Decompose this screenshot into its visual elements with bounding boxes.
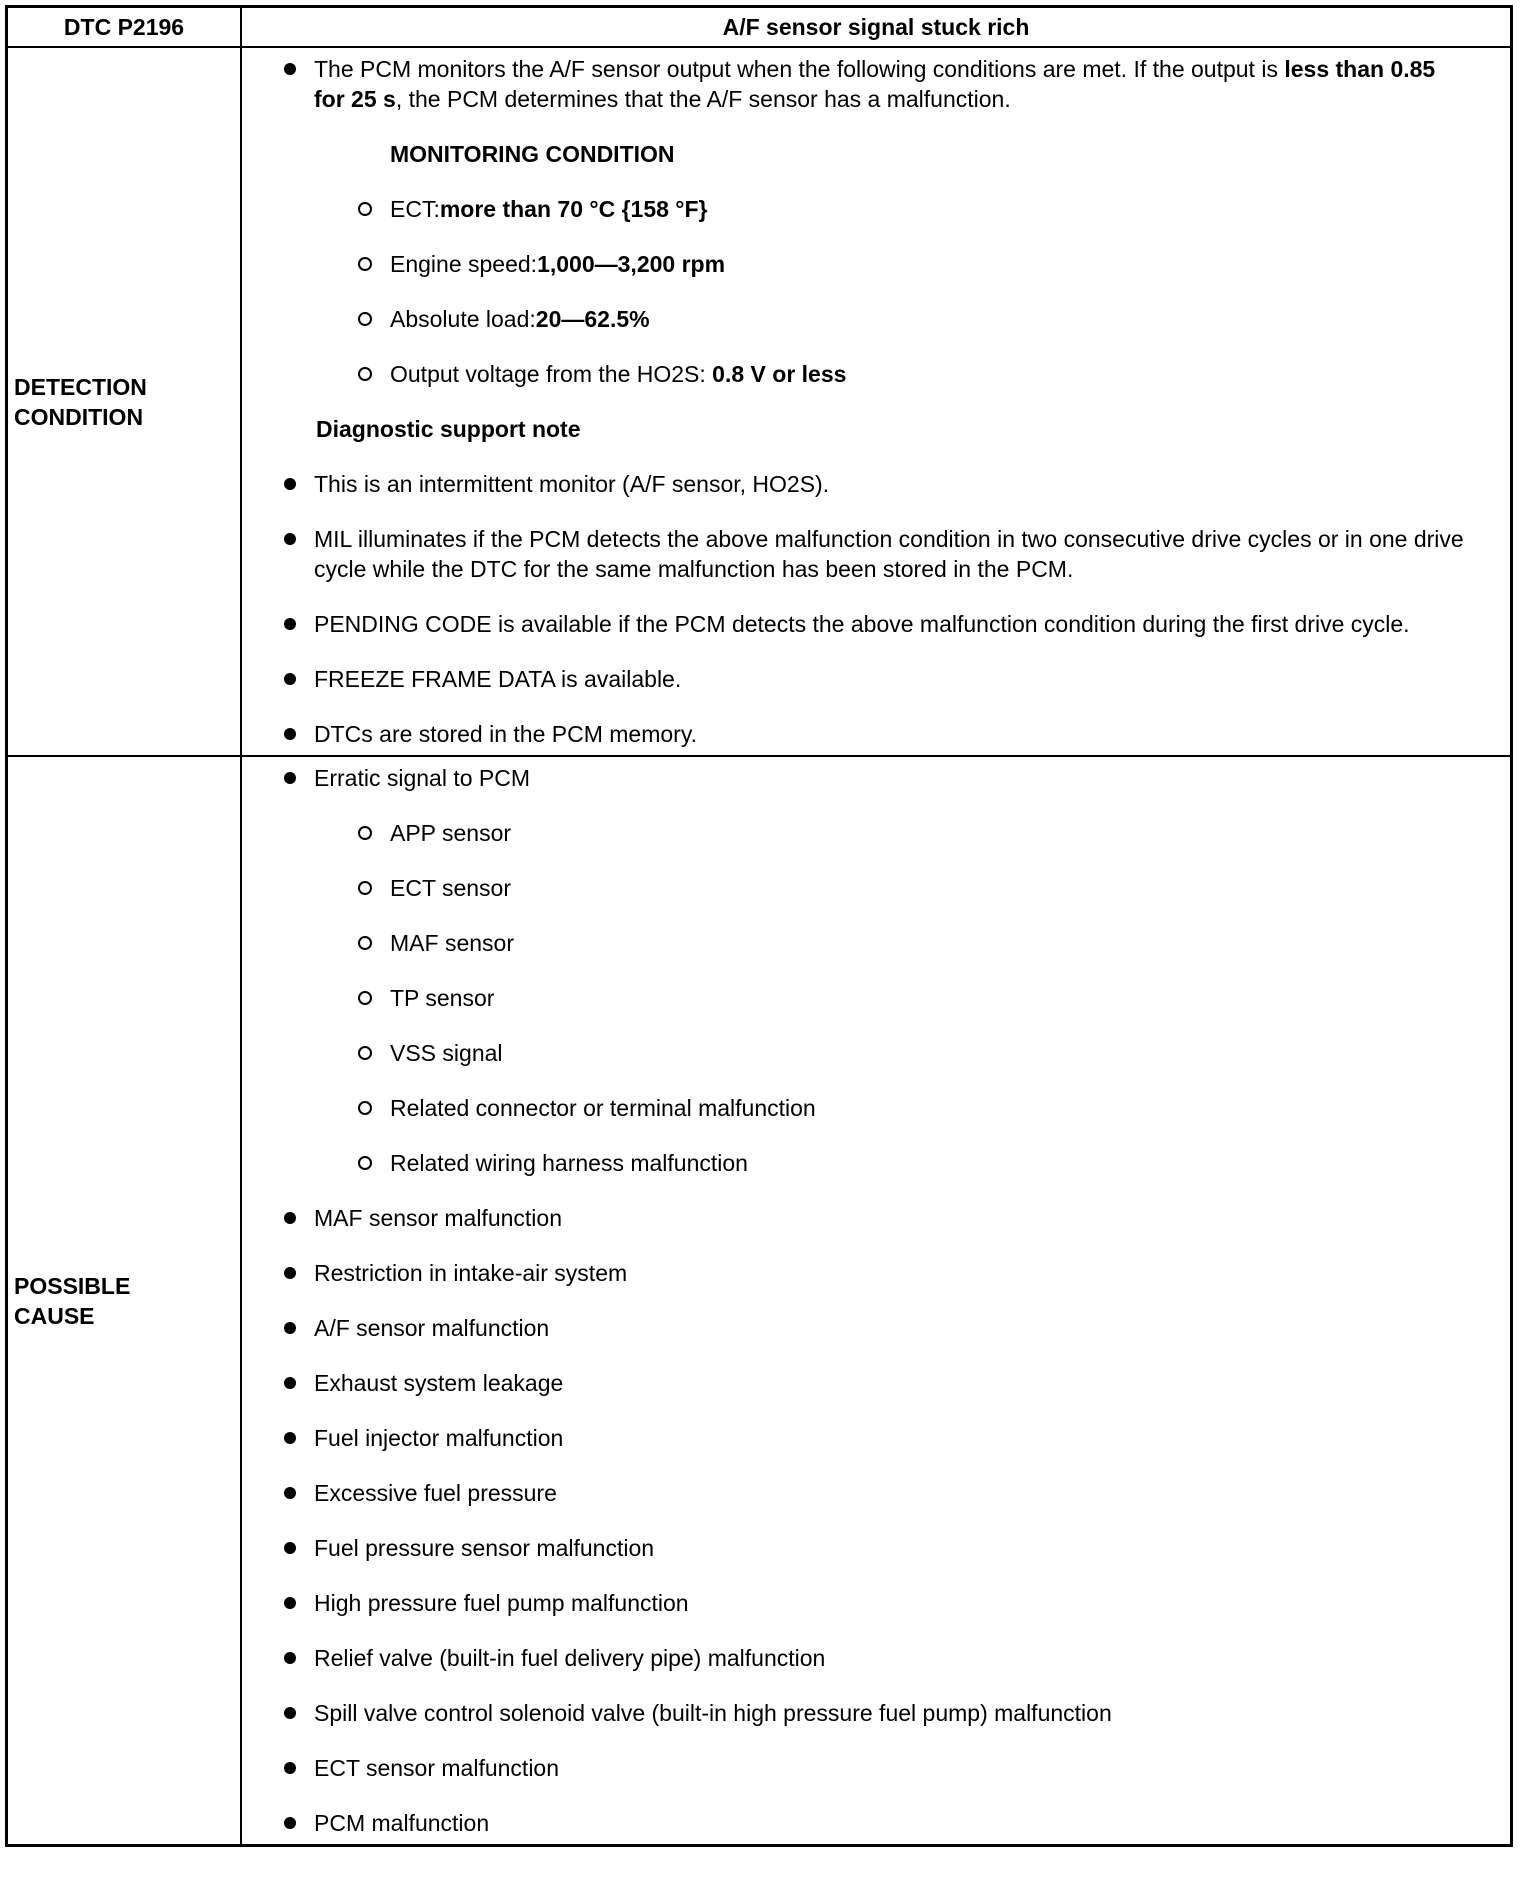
dtc-table	[5, 5, 1513, 1847]
condition-value: more than 70 °C {158 °F}	[439, 196, 708, 222]
erratic-sub-item	[358, 873, 1470, 903]
cause-label-line1: POSSIBLE	[14, 1272, 131, 1299]
condition-item	[358, 359, 1470, 389]
condition-text	[390, 304, 1470, 334]
intro-text: The PCM monitors the A/F sensor output when the following conditions are met. If the output is	[314, 56, 1285, 82]
cause-label-line2: CAUSE	[14, 1302, 95, 1329]
cause-item	[284, 1533, 1470, 1563]
erratic-sub-item	[358, 983, 1470, 1013]
monitoring-heading: MONITORING CONDITION	[390, 141, 675, 167]
circle-bullet-icon	[358, 257, 372, 271]
cause-item	[284, 1368, 1470, 1398]
bullet-icon	[284, 1817, 296, 1829]
cause-item	[284, 1643, 1470, 1673]
erratic-sub-text: TP sensor	[390, 985, 495, 1011]
bullet-icon	[284, 1597, 296, 1609]
erratic-sub-text: APP sensor	[390, 820, 512, 846]
erratic-sub-text: Related connector or terminal malfunction	[390, 1095, 816, 1121]
circle-bullet-icon	[358, 991, 372, 1005]
cause-row	[7, 756, 1512, 1846]
cause-item	[284, 1698, 1470, 1728]
circle-bullet-icon	[358, 1046, 372, 1060]
header-row	[7, 7, 1512, 48]
note-text: FREEZE FRAME DATA is available.	[314, 666, 682, 692]
cause-item	[284, 1478, 1470, 1508]
erratic-sub-text: ECT sensor	[390, 875, 512, 901]
cause-item	[284, 1313, 1470, 1343]
note-item	[284, 524, 1470, 584]
list-item	[284, 763, 1470, 793]
bullet-icon	[284, 1762, 296, 1774]
note-text: This is an intermittent monitor (A/F sensor, HO2S).	[314, 471, 830, 497]
cause-item	[284, 1808, 1470, 1838]
list-item	[284, 54, 1470, 114]
cause-item	[284, 1588, 1470, 1618]
cause-text: Spill valve control solenoid valve (built-in high pressure fuel pump) malfunction	[314, 1700, 1112, 1726]
dtc-code: DTC P2196	[7, 7, 242, 48]
detection-content	[241, 47, 1512, 756]
detection-label-line2: CONDITION	[14, 403, 144, 430]
condition-label: Absolute load:	[390, 306, 536, 332]
cause-text: Restriction in intake-air system	[314, 1260, 628, 1286]
condition-text	[390, 359, 1470, 389]
condition-item	[358, 249, 1470, 279]
circle-bullet-icon	[358, 312, 372, 326]
condition-text	[390, 194, 1470, 224]
note-item	[284, 719, 1470, 749]
cause-text: Fuel injector malfunction	[314, 1425, 564, 1451]
cause-text: A/F sensor malfunction	[314, 1315, 550, 1341]
note-item	[284, 469, 1470, 499]
detection-label-line1: DETECTION	[14, 373, 147, 400]
note-text: PENDING CODE is available if the PCM detects the above malfunction condition during the first drive cycle.	[314, 611, 1410, 637]
bullet-icon	[284, 1377, 296, 1389]
intro-text-end: , the PCM determines that the A/F sensor has a malfunction.	[395, 86, 1011, 112]
note-item	[284, 664, 1470, 694]
cause-item	[284, 1258, 1470, 1288]
cause-text: MAF sensor malfunction	[314, 1205, 562, 1231]
erratic-sub-text: MAF sensor	[390, 930, 514, 956]
erratic-signal: Erratic signal to PCM	[314, 765, 531, 791]
condition-label: Output voltage from the HO2S:	[390, 361, 713, 387]
circle-bullet-icon	[358, 881, 372, 895]
cause-text: PCM malfunction	[314, 1810, 490, 1836]
cause-label	[7, 756, 242, 1846]
erratic-sub-item	[358, 1093, 1470, 1123]
dtc-title: A/F sensor signal stuck rich	[241, 7, 1512, 48]
circle-bullet-icon	[358, 826, 372, 840]
bullet-icon	[284, 1652, 296, 1664]
bullet-icon	[284, 533, 296, 545]
cause-item	[284, 1203, 1470, 1233]
cause-text: Fuel pressure sensor malfunction	[314, 1535, 655, 1561]
bullet-icon	[284, 1212, 296, 1224]
erratic-sub-text: Related wiring harness malfunction	[390, 1150, 748, 1176]
note-item	[284, 609, 1470, 639]
bullet-icon	[284, 1487, 296, 1499]
circle-bullet-icon	[358, 1156, 372, 1170]
bullet-icon	[284, 1267, 296, 1279]
bullet-icon	[284, 478, 296, 490]
cause-item	[284, 1753, 1470, 1783]
erratic-sub-item	[358, 928, 1470, 958]
bullet-icon	[284, 772, 296, 784]
circle-bullet-icon	[358, 202, 372, 216]
cause-text: Relief valve (built-in fuel delivery pipe) malfunction	[314, 1645, 826, 1671]
erratic-sub-item	[358, 1038, 1470, 1068]
bullet-icon	[284, 673, 296, 685]
condition-value: 20—62.5%	[535, 306, 650, 332]
bullet-icon	[284, 1542, 296, 1554]
condition-label: Engine speed:	[390, 251, 538, 277]
cause-text: High pressure fuel pump malfunction	[314, 1590, 689, 1616]
cause-content	[241, 756, 1512, 1846]
condition-label: ECT:	[390, 196, 440, 222]
bullet-icon	[284, 1432, 296, 1444]
note-text: MIL illuminates if the PCM detects the above malfunction condition in two consecutive drive cycles or in one drive cycle while the DTC for the same malfunction has been stored in the PCM.	[314, 526, 1464, 582]
bullet-icon	[284, 728, 296, 740]
detection-intro	[314, 54, 1470, 114]
support-heading: Diagnostic support note	[316, 416, 581, 442]
intro-threshold: less than 0.85 for 25 s	[314, 56, 1436, 112]
cause-text: Excessive fuel pressure	[314, 1480, 557, 1506]
bullet-icon	[284, 618, 296, 630]
erratic-sub-text: VSS signal	[390, 1040, 503, 1066]
condition-value: 1,000—3,200 rpm	[537, 251, 726, 277]
cause-text: ECT sensor malfunction	[314, 1755, 560, 1781]
bullet-icon	[284, 1707, 296, 1719]
cause-item	[284, 1423, 1470, 1453]
condition-item	[358, 304, 1470, 334]
bullet-icon	[284, 1322, 296, 1334]
circle-bullet-icon	[358, 936, 372, 950]
circle-bullet-icon	[358, 1101, 372, 1115]
bullet-icon	[284, 63, 296, 75]
erratic-sub-item	[358, 818, 1470, 848]
detection-row	[7, 47, 1512, 756]
cause-text: Exhaust system leakage	[314, 1370, 564, 1396]
detection-label	[7, 47, 242, 756]
circle-bullet-icon	[358, 367, 372, 381]
condition-text	[390, 249, 1470, 279]
condition-item	[358, 194, 1470, 224]
condition-value: 0.8 V or less	[712, 361, 847, 387]
erratic-sub-item	[358, 1148, 1470, 1178]
note-text: DTCs are stored in the PCM memory.	[314, 721, 698, 747]
